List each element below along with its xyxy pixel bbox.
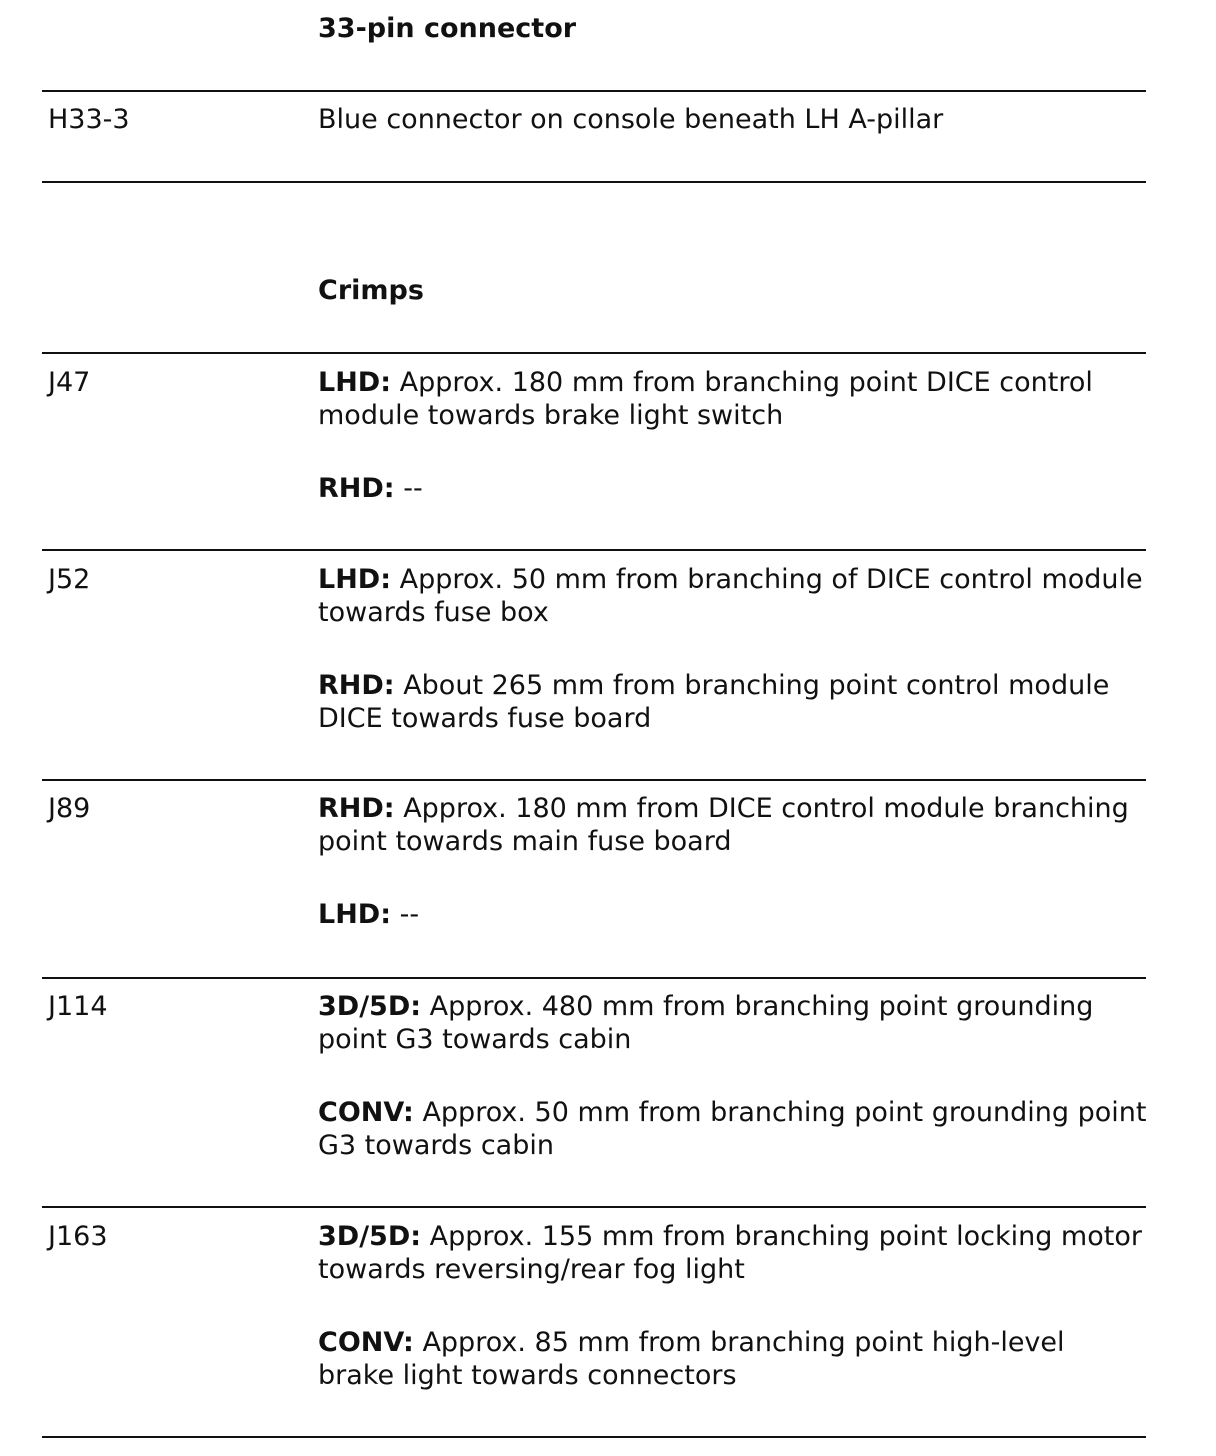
table-rule <box>42 549 1146 551</box>
crimp-entry <box>318 792 1148 858</box>
entry-text: Approx. 85 mm from branching point high-level brake light towards connectors <box>318 1327 1065 1391</box>
crimp-code: J52 <box>48 564 91 595</box>
entry-label: LHD: <box>318 899 392 930</box>
connector-heading: 33-pin connector <box>318 13 577 44</box>
crimps-heading: Crimps <box>318 275 424 306</box>
table-rule <box>42 181 1146 183</box>
entry-label: 3D/5D: <box>318 991 422 1022</box>
table-rule <box>42 90 1146 92</box>
entry-label: LHD: <box>318 367 392 398</box>
crimp-description <box>318 792 1148 931</box>
crimp-entry <box>318 1326 1148 1392</box>
table-rule <box>42 977 1146 979</box>
entry-label: CONV: <box>318 1327 414 1358</box>
table-rule <box>42 1436 1146 1438</box>
crimp-entry <box>318 1096 1148 1162</box>
crimp-entry <box>318 472 1148 505</box>
crimp-entry <box>318 563 1148 629</box>
entry-text: -- <box>403 473 423 504</box>
connector-description: Blue connector on console beneath LH A-pillar <box>318 104 944 135</box>
crimp-description <box>318 563 1148 735</box>
table-rule <box>42 352 1146 354</box>
crimp-description <box>318 1220 1148 1392</box>
entry-text: Approx. 180 mm from DICE control module branching point towards main fuse board <box>318 793 1129 857</box>
entry-label: 3D/5D: <box>318 1221 422 1252</box>
crimp-entry <box>318 366 1148 432</box>
entry-label: CONV: <box>318 1097 414 1128</box>
crimp-description <box>318 366 1148 505</box>
crimp-description <box>318 990 1148 1162</box>
entry-text: Approx. 180 mm from branching point DICE control module towards brake light switch <box>318 367 1093 431</box>
crimp-code: J114 <box>48 991 108 1022</box>
crimp-code: J163 <box>48 1221 108 1252</box>
crimp-code: J89 <box>48 793 91 824</box>
connector-code: H33-3 <box>48 104 130 135</box>
entry-text: About 265 mm from branching point control module DICE towards fuse board <box>318 670 1110 734</box>
table-rule <box>42 1206 1146 1208</box>
entry-label: RHD: <box>318 473 395 504</box>
entry-text: Approx. 155 mm from branching point locking motor towards reversing/rear fog light <box>318 1221 1142 1285</box>
entry-label: RHD: <box>318 793 395 824</box>
entry-text: Approx. 480 mm from branching point grounding point G3 towards cabin <box>318 991 1094 1055</box>
crimp-entry <box>318 990 1148 1056</box>
crimp-entry <box>318 669 1148 735</box>
entry-label: RHD: <box>318 670 395 701</box>
entry-text: -- <box>399 899 420 930</box>
entry-label: LHD: <box>318 564 392 595</box>
entry-text: Approx. 50 mm from branching of DICE control module towards fuse box <box>318 564 1143 628</box>
crimp-entry <box>318 898 1148 931</box>
table-rule <box>42 779 1146 781</box>
crimp-code: J47 <box>48 367 91 398</box>
crimp-entry <box>318 1220 1148 1286</box>
entry-text: Approx. 50 mm from branching point grounding point G3 towards cabin <box>318 1097 1147 1161</box>
